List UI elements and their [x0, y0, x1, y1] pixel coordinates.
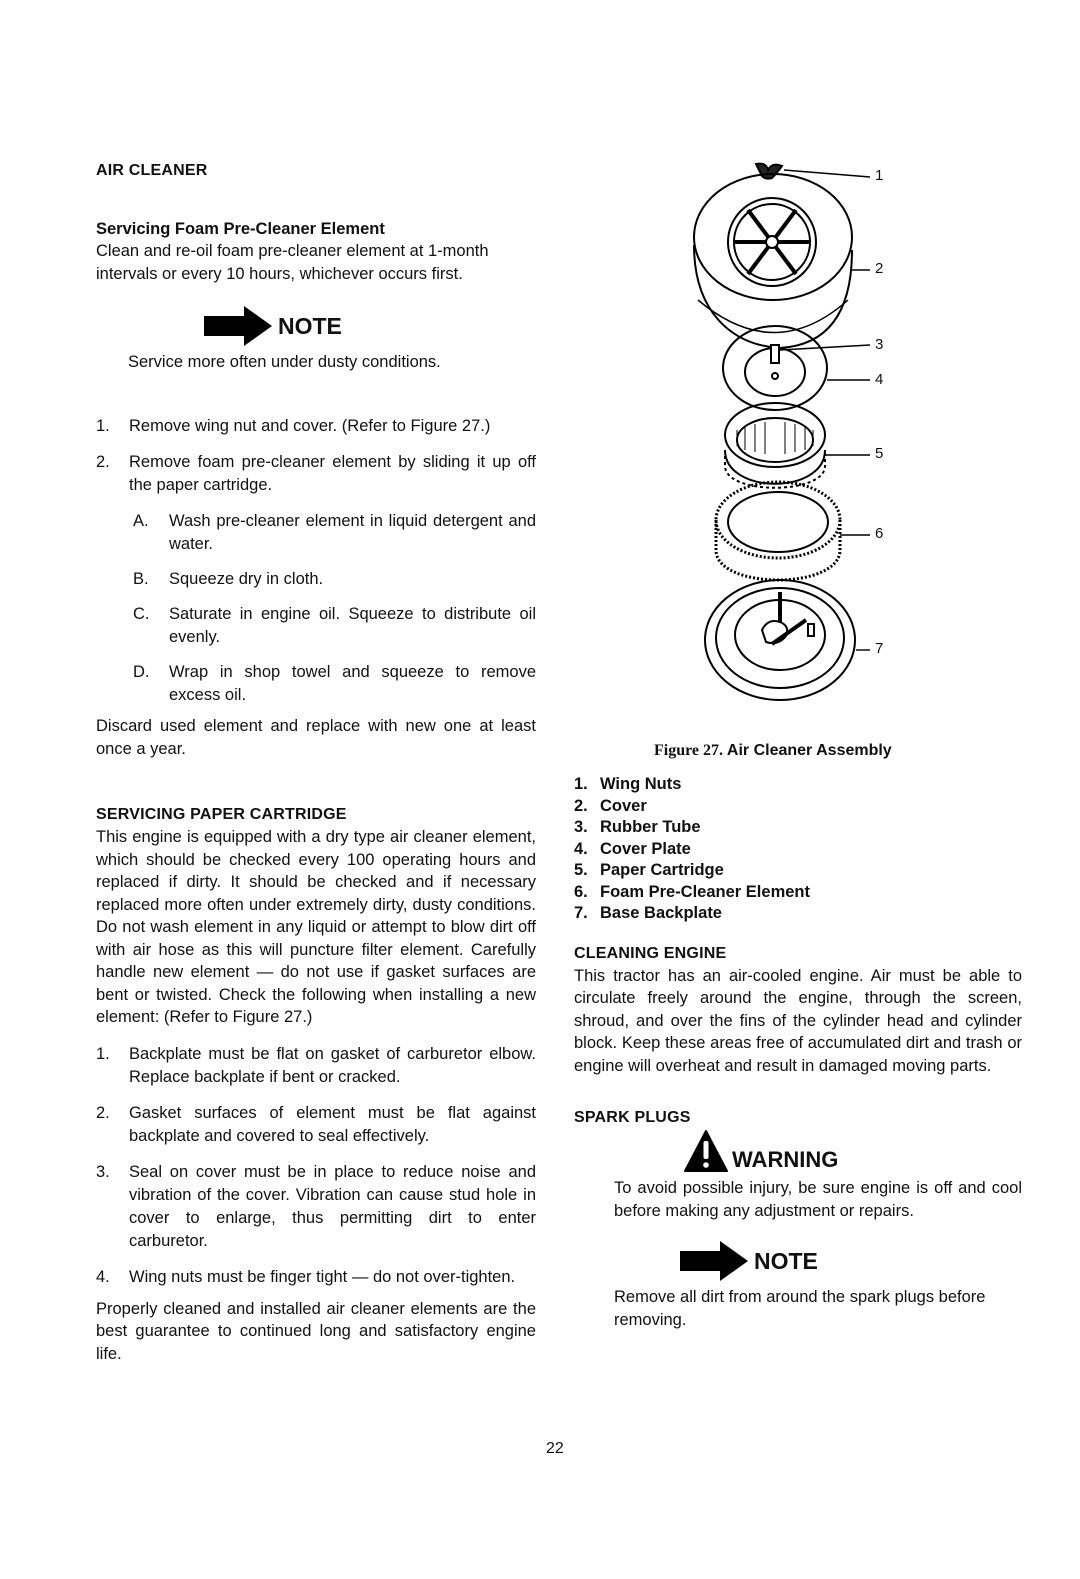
- part-item: 7. Base Backplate: [574, 904, 722, 922]
- step-item: 2. Remove foam pre-cleaner element by sliding it up off the paper cartridge.: [96, 453, 536, 494]
- figure-number: Figure 27.: [654, 742, 724, 759]
- callout-7: 7: [875, 640, 884, 657]
- step-item: 1. Remove wing nut and cover. (Refer to Figure 27.): [96, 417, 491, 435]
- figure-caption: [654, 740, 1022, 762]
- cleaning-engine-text: This tractor has an air-cooled engine. Air must be able to circulate freely around the engine, through the screen, shroud, and over the fins of the cylinder head and cylinder block. Keep these areas free of accumulated dirt and trash or engine will overheat and result in damaged moving parts.: [574, 966, 1022, 1075]
- warning-triangle-icon: [684, 1129, 728, 1173]
- callout-5: 5: [875, 445, 884, 462]
- page-number: 22: [546, 1440, 564, 1457]
- note-header: [204, 305, 536, 347]
- left-column: [96, 160, 536, 1365]
- substep-item: A. Wash pre-cleaner element in liquid detergent and water.: [133, 512, 536, 553]
- heading-paper-cartridge: SERVICING PAPER CARTRIDGE: [96, 806, 347, 823]
- callout-3: 3: [875, 336, 884, 353]
- note-label: NOTE: [278, 312, 342, 339]
- note-header-spark: [680, 1240, 1022, 1282]
- note-body: [614, 1286, 1022, 1331]
- foam-intro: Clean and re-oil foam pre-cleaner element at 1-month intervals or every 10 hours, whichever occurs first.: [96, 242, 489, 283]
- heading-spark-plugs: SPARK PLUGS: [574, 1109, 691, 1126]
- air-cleaner-assembly-diagram: [680, 150, 920, 730]
- heading-cleaning-engine: CLEANING ENGINE: [574, 944, 727, 962]
- foam-steps: [96, 415, 536, 497]
- callout-1: 1: [875, 167, 884, 184]
- note-label: NOTE: [754, 1247, 818, 1274]
- warning-header: [684, 1129, 1022, 1173]
- substep-item: C. Saturate in engine oil. Squeeze to distribute oil evenly.: [133, 605, 536, 646]
- warning-label: WARNING: [732, 1147, 839, 1172]
- paper-steps: [96, 1043, 536, 1289]
- foam-substeps: [133, 510, 536, 707]
- note-text: Service more often under dusty conditions.: [128, 353, 441, 371]
- part-item: 5. Paper Cartridge: [574, 861, 724, 879]
- section-title-air-cleaner: AIR CLEANER: [96, 162, 208, 179]
- step-item: 4. Wing nuts must be finger tight — do not over-tighten.: [96, 1267, 516, 1286]
- heading-foam-pre-cleaner: Servicing Foam Pre-Cleaner Element: [96, 220, 385, 238]
- arrow-right-icon: [680, 1241, 748, 1281]
- part-item: 2. Cover: [574, 796, 647, 815]
- note-text: Remove all dirt from around the spark plugs before removing.: [614, 1288, 986, 1329]
- paper-intro: This engine is equipped with a dry type air cleaner element, which should be checked every 100 operating hours and replaced if dirty. It should be checked and if necessary replaced more often under extremely dirty, dusty conditions. Do not wash element in any liquid or attempt to blow dirt off with air hose as this will puncture filter element. Carefully handle new element — do not use if gasket surfaces are bent or twisted. Check the following when installing a new element: (Refer to Figure 27.): [96, 828, 536, 1026]
- callout-2: 2: [875, 260, 884, 277]
- part-item: 3. Rubber Tube: [574, 818, 701, 836]
- foam-closing: Discard used element and replace with new one at least once a year.: [96, 717, 536, 758]
- part-item: 4. Cover Plate: [574, 839, 691, 858]
- exploded-view-illustration: [680, 150, 920, 730]
- parts-list: [574, 774, 1022, 925]
- paper-closing: Properly cleaned and installed air cleaner elements are the best guarantee to continued long and satisfactory engine life.: [96, 1299, 536, 1363]
- substep-item: D. Wrap in shop towel and squeeze to remove excess oil.: [133, 663, 536, 704]
- warning-text: To avoid possible injury, be sure engine is off and cool before making any adjustment or repairs.: [614, 1179, 1022, 1220]
- figure-title: Air Cleaner Assembly: [726, 742, 892, 759]
- step-item: 1. Backplate must be flat on gasket of carburetor elbow. Replace backplate if bent or cracked.: [96, 1044, 536, 1086]
- part-item: 1. Wing Nuts: [574, 775, 682, 793]
- substep-item: B. Squeeze dry in cloth.: [133, 570, 324, 588]
- step-item: 3. Seal on cover must be in place to reduce noise and vibration of the cover. Vibration can cause stud hole in cover to enlarge, thus permitting dirt to enter carburetor.: [96, 1162, 536, 1250]
- warning-body: [614, 1177, 1022, 1222]
- callout-6: 6: [875, 525, 884, 542]
- arrow-right-icon: [204, 306, 272, 346]
- callout-4: 4: [875, 371, 884, 388]
- right-column: [574, 740, 1022, 1331]
- part-item: 6. Foam Pre-Cleaner Element: [574, 882, 810, 901]
- step-item: 2. Gasket surfaces of element must be flat against backplate and covered to seal effectively.: [96, 1103, 536, 1145]
